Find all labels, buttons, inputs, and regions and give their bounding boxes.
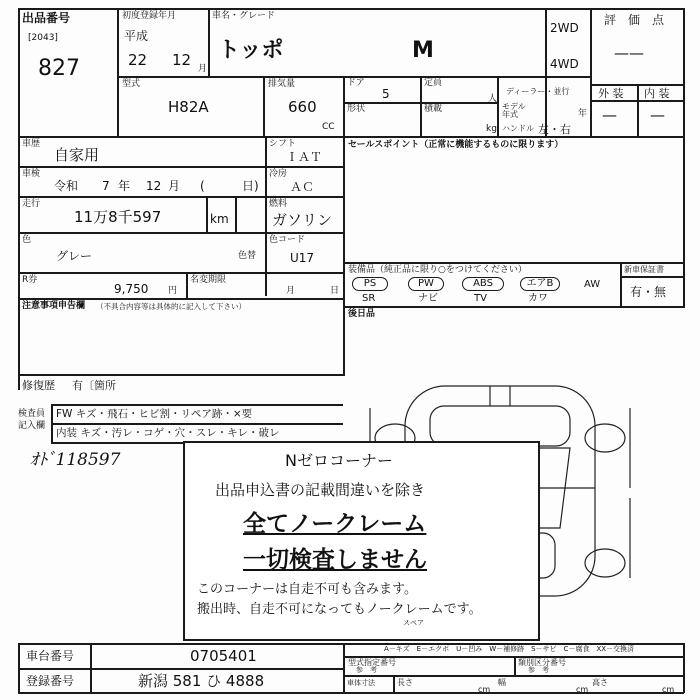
drive-2wd: 2WD [550,21,579,35]
inspector-fw-row: FW キズ・飛石・ヒビ割・リペア跡・×要 [56,408,253,420]
color-value: グレー [56,249,93,263]
paren-open: ( [200,179,205,193]
equip-sr: SR [362,293,376,304]
mileage-value: 11万8千597 [74,208,162,226]
warranty-value: 有・無 [630,285,667,299]
repaint-label: 色替 [238,251,257,261]
equip-abs: ABS [462,277,504,291]
color-code-label: 色コード [269,235,306,245]
color-code-value: U17 [290,251,315,265]
km-unit: km [210,212,229,226]
notice-box [183,441,540,641]
inspection-month: 12 [146,179,162,193]
score-value: —— [614,44,644,62]
day-lbl: 日 [330,286,340,296]
kg-unit: kg [486,124,497,134]
model-value: H82A [168,98,209,116]
height-unit: cm [662,685,675,694]
name-change-label: 名変期限 [190,275,227,285]
year-unit: 年 [578,109,588,119]
era: 平成 [124,29,149,43]
reg-label: 登録番号 [26,674,75,688]
mileage-label: 走行 [22,199,41,209]
handwritten-odometer: ｵﾄﾞ118597 [30,450,121,470]
notice-no-inspection: 一切検査しません [243,547,427,573]
usage-value: 自家用 [54,146,100,164]
equip-ps: PS [352,277,388,291]
month-lbl: 月 [286,286,296,296]
type-cert-label: 型式指定番号 [348,658,396,667]
car-name: トッポ [218,38,284,63]
yen-unit: 円 [168,286,178,296]
class-ref: 参 考 [528,666,549,674]
notice-self-drive: このコーナーは自走不可も含みます。 [197,582,417,597]
shift-label: シフト [269,139,297,149]
month-char: 月 [168,179,181,193]
capacity-label: 定員 [424,78,443,88]
lot-label: 出品番号 [22,11,71,25]
notice-spare: スペア [403,619,424,627]
first-reg-label: 初度登録年月 [122,11,177,21]
lot-code: [2043] [28,33,58,43]
equip-navi: ナビ [418,293,438,304]
fuel-value: ガソリン [272,211,333,229]
aircon-value: ＡＣ [290,180,315,194]
aircon-label: 冷房 [269,169,288,179]
length-label: 長さ [397,678,413,687]
model-label: 型式 [122,79,141,89]
color-label: 色 [22,235,32,245]
displacement-value: 660 [288,98,317,116]
warranty-label: 新車保証書 [624,265,664,274]
equip-aw: AW [584,279,601,290]
cc-unit: CC [322,122,335,132]
length-unit: cm [478,685,491,694]
inspection-label: 車検 [22,169,41,179]
repair-label: 修復歴 [22,379,55,392]
displacement-label: 排気量 [268,79,296,89]
inspection-year: 7 [102,179,110,193]
reg-number: 新潟 581 ひ 4888 [138,672,265,690]
notes-label: 注意事項申告欄 [22,301,86,311]
month-unit: 月 [198,64,208,74]
recycle-label: R券 [22,275,38,285]
height-label: 高さ [592,678,608,687]
sales-point-label: セールスポイント（正常に機能するものに限ります） [348,140,564,150]
exterior-label: 外 装 [598,87,624,100]
equip-pw: PW [408,277,444,291]
chassis-number: 0705401 [190,647,257,665]
equip-airbag: エアB [520,277,560,291]
lot-number: 827 [38,56,80,81]
model-year-label: モデル 年式 [502,102,526,119]
interior-label: 内 装 [644,87,670,100]
fuel-label: 燃料 [269,199,288,209]
equip-tv: TV [474,293,487,304]
width-unit: cm [576,685,589,694]
name-grade-label: 車名・グレード [212,11,276,21]
notes-hint: （不具合内容等は具体的に記入して下さい） [96,302,246,311]
doors-label: ドア [347,78,365,88]
persons-unit: 人 [488,94,498,104]
doors-value: 5 [382,87,390,101]
dimension-label: 車体寸法 [347,679,375,687]
inspector-label: 検査員 記入欄 [18,409,46,431]
handle-label: ハンドル [502,124,534,133]
repair-value: 有〔箇所 [72,379,116,392]
exterior-value: — [602,106,617,124]
handle-value: 左・右 [538,123,571,136]
car-grade: M [412,38,434,63]
recycle-value: 9,750 [114,282,149,296]
class-label: 類別区分番号 [518,658,566,667]
equipment-label: 装備品（純正品に限り○をつけてください） [348,265,527,275]
score-label: 評 価 点 [604,13,665,27]
damage-legend: A－キズ E－エクボ U－凹み W－補修跡 S－サビ C－腐食 XX－交換済 [384,645,635,653]
shape-label: 形状 [347,104,366,114]
equip-leather: カワ [528,293,548,304]
notice-transport: 搬出時、自走不可になってもノークレームです。 [197,602,482,617]
load-label: 積載 [424,104,443,114]
rear-items-label: 後日品 [348,309,376,319]
drive-4wd: 4WD [550,57,579,71]
inspector-interior-row: 内装 キズ・汚レ・コゲ・穴・スレ・キレ・破レ [56,427,280,439]
day-char: 日) [242,179,259,193]
dealer-label: ディーラー・並行 [506,87,570,96]
shift-value: ＩＡＴ [286,150,323,164]
notice-corner: Nゼロコーナー [285,451,393,470]
notice-except: 出品申込書の記載間違いを除き [215,481,426,499]
type-cert-ref: 参 考 [356,666,377,674]
reg-year: 22 [128,51,148,69]
year-char: 年 [118,179,131,193]
notice-no-claim: 全てノークレーム [243,511,427,537]
reg-month: 12 [172,51,192,69]
usage-label: 車歴 [22,139,41,149]
chassis-label: 車台番号 [26,649,75,663]
interior-value: — [650,106,665,124]
inspection-era: 令和 [54,179,79,193]
width-label: 幅 [498,678,506,687]
